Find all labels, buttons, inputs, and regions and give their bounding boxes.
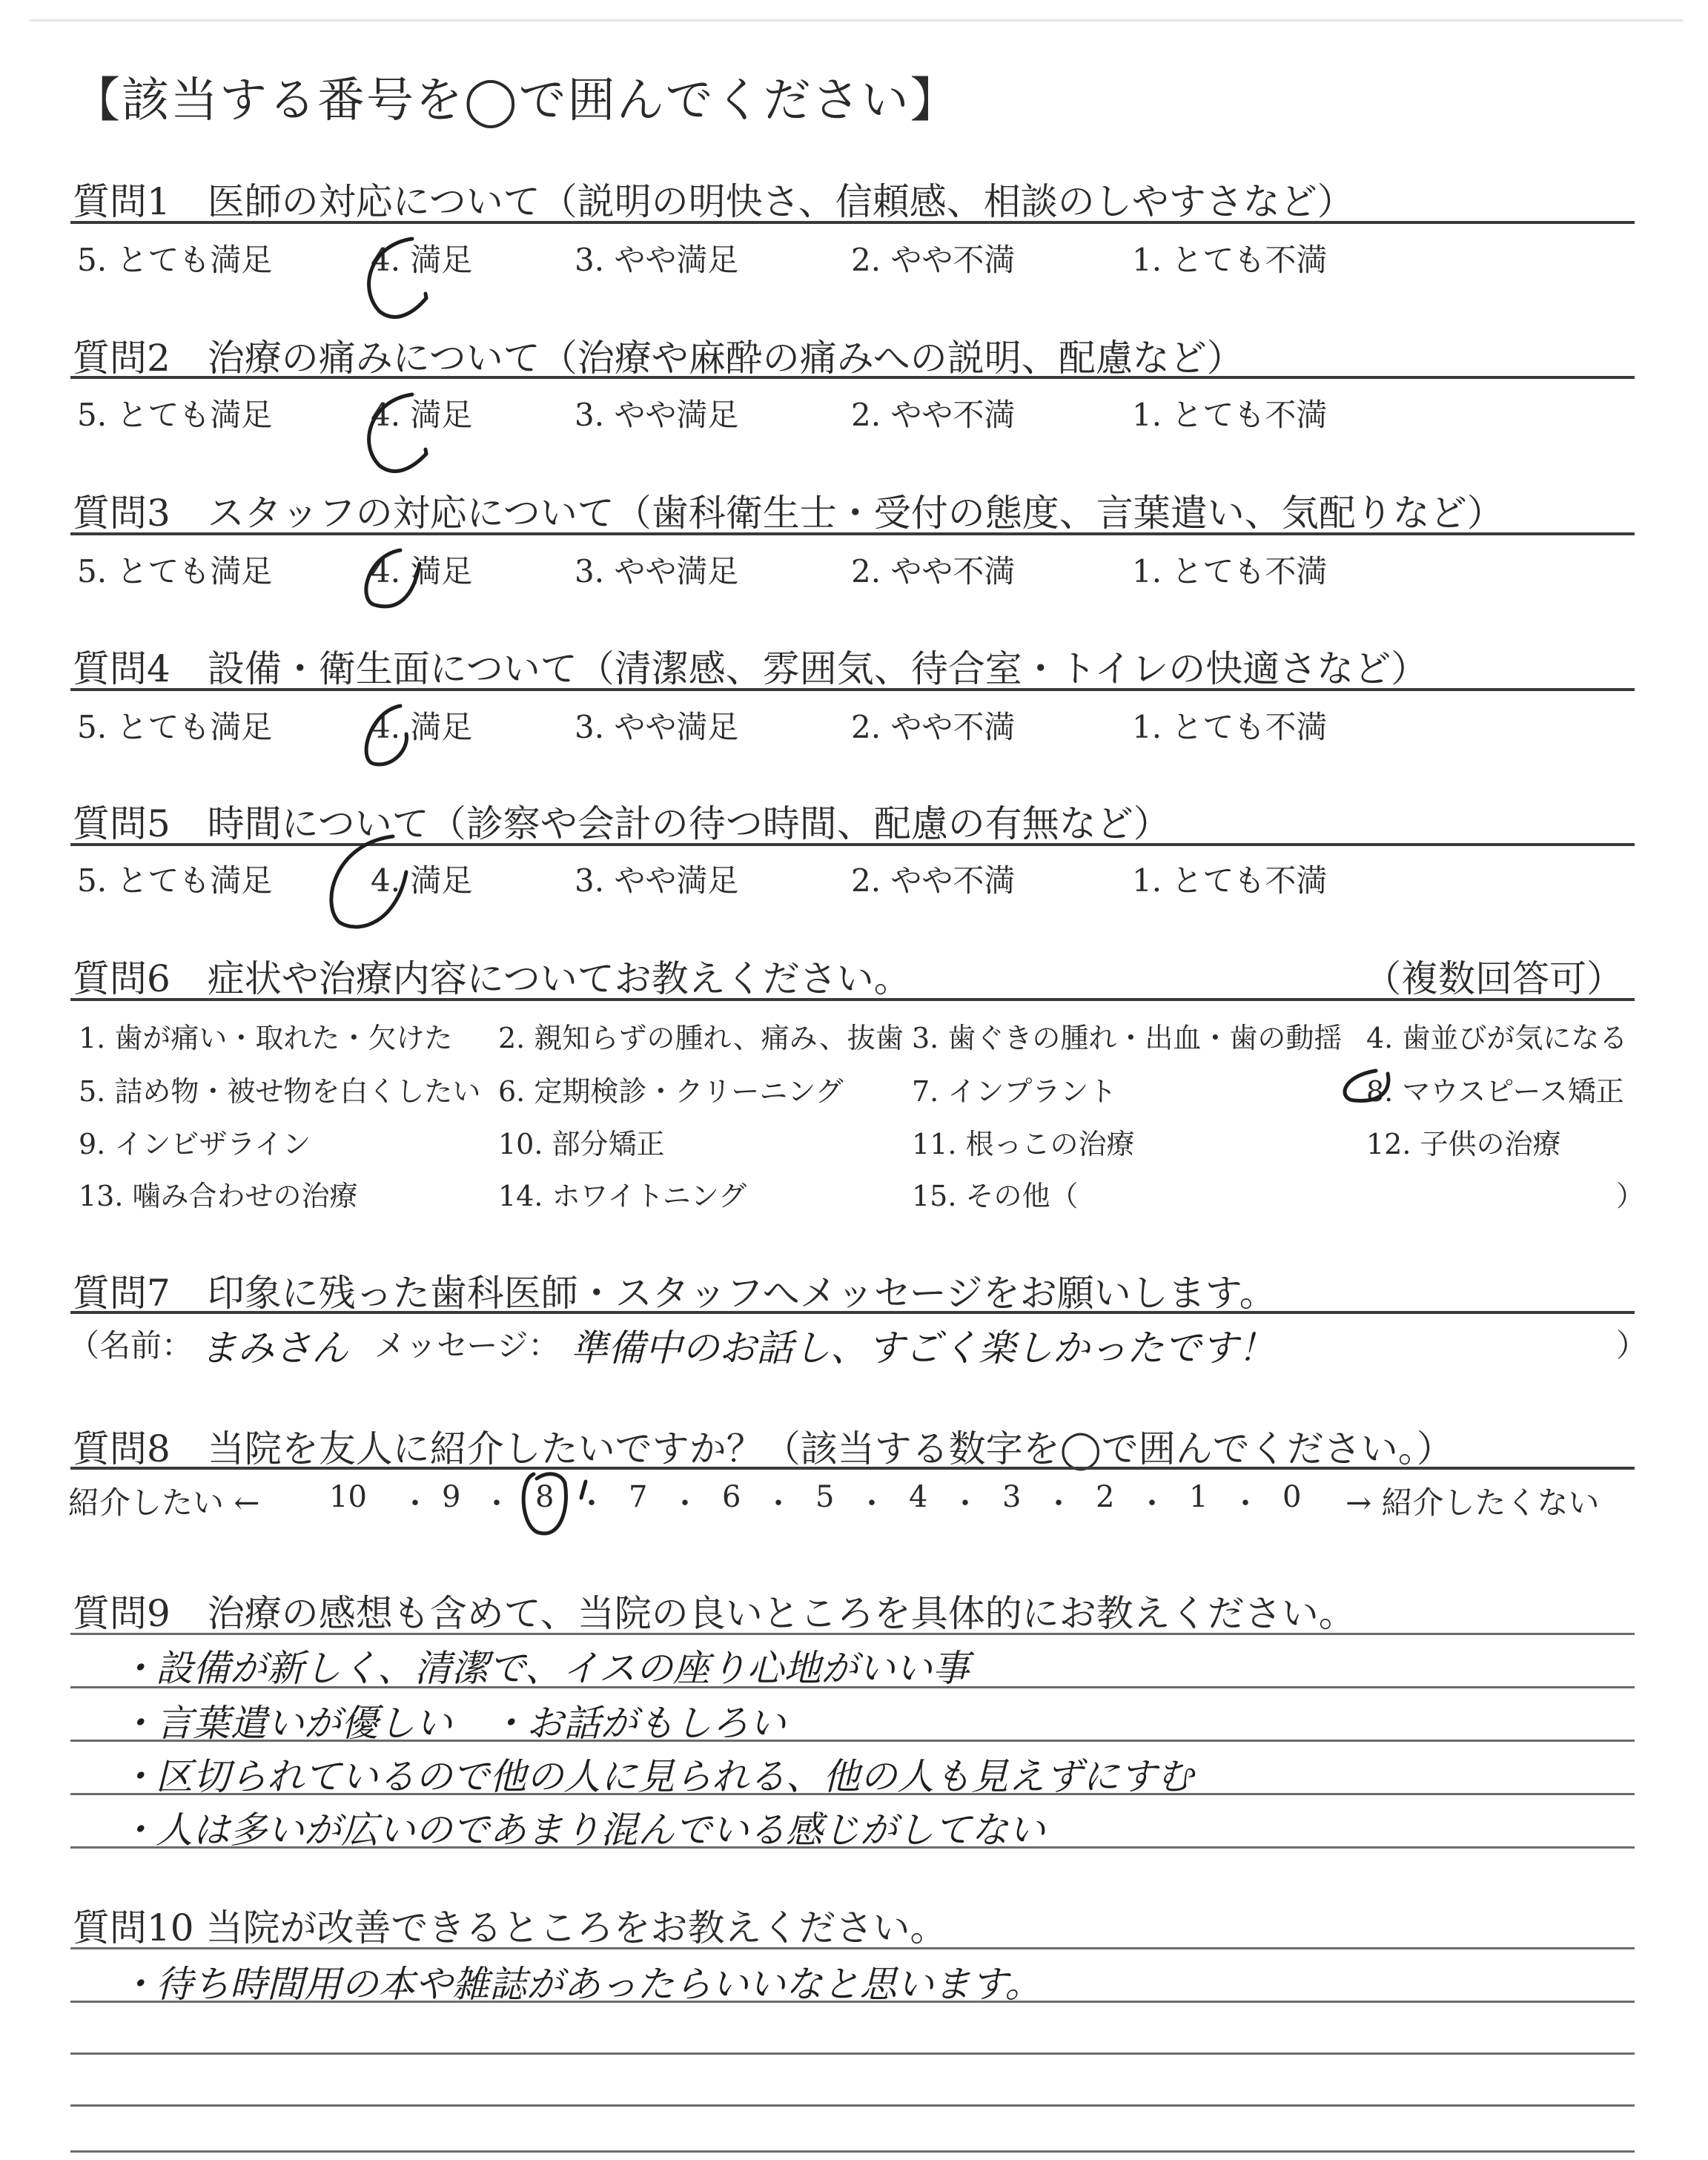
q8-scale-1[interactable]: 1 xyxy=(1189,1480,1208,1514)
question-5-title: 質問5 時間について（診察や会計の待つ時間、配慮の有無など） xyxy=(73,802,1171,845)
q6-other-close-paren: ） xyxy=(1616,1180,1645,1212)
q5-option-3[interactable]: 3. やや満足 xyxy=(575,862,739,899)
question-6-title: 質問6 症状や治療内容についてお教えください。 xyxy=(73,957,911,1000)
q6-option-6[interactable]: 6. 定期検診・クリーニング xyxy=(498,1075,844,1108)
q9-writing-line xyxy=(70,1633,1635,1635)
q9-writing-line xyxy=(70,1793,1635,1795)
q10-writing-line xyxy=(70,2150,1635,2153)
q4-option-5[interactable]: 5. とても満足 xyxy=(77,709,273,745)
q6-option-13[interactable]: 13. 噛み合わせの治療 xyxy=(79,1180,358,1212)
q6-option-4[interactable]: 4. 歯並びが気になる xyxy=(1366,1022,1628,1054)
q1-option-5[interactable]: 5. とても満足 xyxy=(77,242,273,278)
q8-separator: ・ xyxy=(950,1487,980,1521)
q2-option-2[interactable]: 2. やや不満 xyxy=(851,397,1016,433)
q9-answer-3[interactable]: ・区切られているので他の人に見られる、他の人も見えずにすむ xyxy=(119,1755,1194,1798)
question-4-title: 質問4 設備・衛生面について（清潔感、雰囲気、待合室・トイレの快適さなど） xyxy=(73,647,1429,690)
q1-option-1[interactable]: 1. とても不満 xyxy=(1132,242,1328,278)
q6-option-2[interactable]: 2. 親知らずの腫れ、痛み、抜歯 xyxy=(498,1022,904,1054)
q8-scale-4[interactable]: 4 xyxy=(909,1480,928,1514)
q2-option-3[interactable]: 3. やや満足 xyxy=(575,397,739,433)
question-3-rule xyxy=(70,532,1635,535)
q1-option-2[interactable]: 2. やや不満 xyxy=(851,242,1016,278)
q3-option-3[interactable]: 3. やや満足 xyxy=(575,553,739,589)
q8-scale-9[interactable]: 9 xyxy=(442,1480,461,1514)
q3-option-2[interactable]: 2. やや不満 xyxy=(851,553,1016,589)
q6-option-12[interactable]: 12. 子供の治療 xyxy=(1366,1128,1561,1160)
q1-option-4[interactable]: 4. 満足 xyxy=(371,242,473,278)
question-7-title: 質問7 印象に残った歯科医師・スタッフへメッセージをお願いします。 xyxy=(73,1272,1277,1315)
question-8-title: 質問8 当院を友人に紹介したいですか？（該当する数字を◯で囲んでください。） xyxy=(73,1427,1454,1470)
q8-scale-6[interactable]: 6 xyxy=(722,1480,741,1514)
q1-option-3[interactable]: 3. やや満足 xyxy=(575,242,739,278)
question-3-title: 質問3 スタッフの対応について（歯科衛生士・受付の態度、言葉遣い、気配りなど） xyxy=(73,492,1504,535)
q6-option-8[interactable]: 8. マウスピース矯正 xyxy=(1366,1075,1624,1108)
q9-answer-1[interactable]: ・設備が新しく、清潔で、イスの座り心地がいい事 xyxy=(119,1647,970,1690)
q6-option-11[interactable]: 11. 根っこの治療 xyxy=(912,1128,1135,1160)
q7-name-value[interactable]: まみさん xyxy=(200,1327,348,1370)
question-4-rule xyxy=(70,688,1635,691)
question-8-rule xyxy=(70,1467,1635,1470)
q3-option-4[interactable]: 4. 満足 xyxy=(371,553,473,589)
q7-message-value[interactable]: 準備中のお話し、すごく楽しかったです！ xyxy=(571,1327,1275,1370)
q8-separator: ・ xyxy=(764,1487,793,1521)
q10-writing-line xyxy=(70,2052,1635,2055)
q2-option-1[interactable]: 1. とても不満 xyxy=(1132,397,1328,433)
q6-option-5[interactable]: 5. 詰め物・被せ物を白くしたい xyxy=(79,1075,481,1108)
q5-option-1[interactable]: 1. とても不満 xyxy=(1132,862,1328,899)
q7-message-label: メッセージ： xyxy=(374,1327,560,1364)
q3-option-5[interactable]: 5. とても満足 xyxy=(77,553,273,589)
page-top-edge xyxy=(30,19,1683,22)
q8-separator: ・ xyxy=(670,1487,700,1521)
form-heading: 【該当する番号を◯で囲んでください】 xyxy=(73,73,959,128)
q6-option-14[interactable]: 14. ホワイトニング xyxy=(498,1180,747,1212)
q10-answer-1[interactable]: ・待ち時間用の本や雑誌があったらいいなと思います。 xyxy=(119,1963,1042,2006)
q6-option-15[interactable]: 15. その他（ xyxy=(912,1180,1079,1212)
q9-answer-2[interactable]: ・言葉遣いが優しい ・お話がもしろい xyxy=(119,1702,786,1745)
q6-option-7[interactable]: 7. インプラント xyxy=(912,1075,1117,1108)
q9-writing-line xyxy=(70,1686,1635,1688)
q8-scale-2[interactable]: 2 xyxy=(1096,1480,1115,1514)
q2-option-5[interactable]: 5. とても満足 xyxy=(77,397,273,433)
q9-answer-4[interactable]: ・人は多いが広いのであまり混んでいる感じがしてない xyxy=(119,1809,1045,1852)
q8-separator: ・ xyxy=(400,1487,430,1521)
q4-option-2[interactable]: 2. やや不満 xyxy=(851,709,1016,745)
q8-left-label: 紹介したい ← xyxy=(68,1484,260,1521)
q10-writing-line xyxy=(70,1947,1635,1949)
q8-scale-10[interactable]: 10 xyxy=(329,1480,367,1514)
q5-option-2[interactable]: 2. やや不満 xyxy=(851,862,1016,899)
question-2-rule xyxy=(70,376,1635,379)
question-9-title: 質問9 治療の感想も含めて、当院の良いところを具体的にお教えください。 xyxy=(73,1592,1356,1635)
q8-scale-8[interactable]: 8 xyxy=(535,1480,555,1514)
q7-name-label: （名前： xyxy=(68,1327,193,1364)
q8-separator: ・ xyxy=(577,1487,606,1521)
question-1-rule xyxy=(70,221,1635,224)
question-6-note: （複数回答可） xyxy=(1364,957,1623,1000)
q8-separator: ・ xyxy=(1231,1487,1260,1521)
q6-option-9[interactable]: 9. インビザライン xyxy=(79,1128,311,1160)
q4-option-3[interactable]: 3. やや満足 xyxy=(575,709,739,745)
q8-scale-5[interactable]: 5 xyxy=(815,1480,835,1514)
question-1-title: 質問1 医師の対応について（説明の明快さ、信頼感、相談のしやすさなど） xyxy=(73,180,1354,223)
question-5-rule xyxy=(70,843,1635,846)
q10-writing-line xyxy=(70,2104,1635,2107)
q8-scale-0[interactable]: 0 xyxy=(1282,1480,1302,1514)
q8-right-label: → 紹介したくない xyxy=(1345,1484,1600,1521)
q6-option-10[interactable]: 10. 部分矯正 xyxy=(498,1128,665,1160)
q3-option-1[interactable]: 1. とても不満 xyxy=(1132,553,1328,589)
question-10-title: 質問10 当院が改善できるところをお教えください。 xyxy=(73,1906,947,1949)
q2-option-4[interactable]: 4. 満足 xyxy=(371,397,473,433)
question-7-rule xyxy=(70,1311,1635,1314)
question-2-title: 質問2 治療の痛みについて（治療や麻酔の痛みへの説明、配慮など） xyxy=(73,337,1244,380)
q8-separator: ・ xyxy=(857,1487,887,1521)
q6-option-1[interactable]: 1. 歯が痛い・取れた・欠けた xyxy=(79,1022,453,1054)
q10-writing-line xyxy=(70,2001,1635,2003)
q6-option-3[interactable]: 3. 歯ぐきの腫れ・出血・歯の動揺 xyxy=(912,1022,1343,1054)
q9-writing-line xyxy=(70,1740,1635,1742)
q4-option-4[interactable]: 4. 満足 xyxy=(371,709,473,745)
q8-separator: ・ xyxy=(482,1487,512,1521)
q4-option-1[interactable]: 1. とても不満 xyxy=(1132,709,1328,745)
q9-writing-line xyxy=(70,1846,1635,1849)
q5-option-4[interactable]: 4. 満足 xyxy=(371,862,473,899)
question-6-rule xyxy=(70,998,1635,1001)
q5-option-5[interactable]: 5. とても満足 xyxy=(77,862,273,899)
q8-scale-7[interactable]: 7 xyxy=(629,1480,648,1514)
q8-separator: ・ xyxy=(1137,1487,1167,1521)
q8-scale-3[interactable]: 3 xyxy=(1002,1480,1022,1514)
q8-separator: ・ xyxy=(1044,1487,1073,1521)
q7-close-paren: ） xyxy=(1616,1327,1648,1364)
